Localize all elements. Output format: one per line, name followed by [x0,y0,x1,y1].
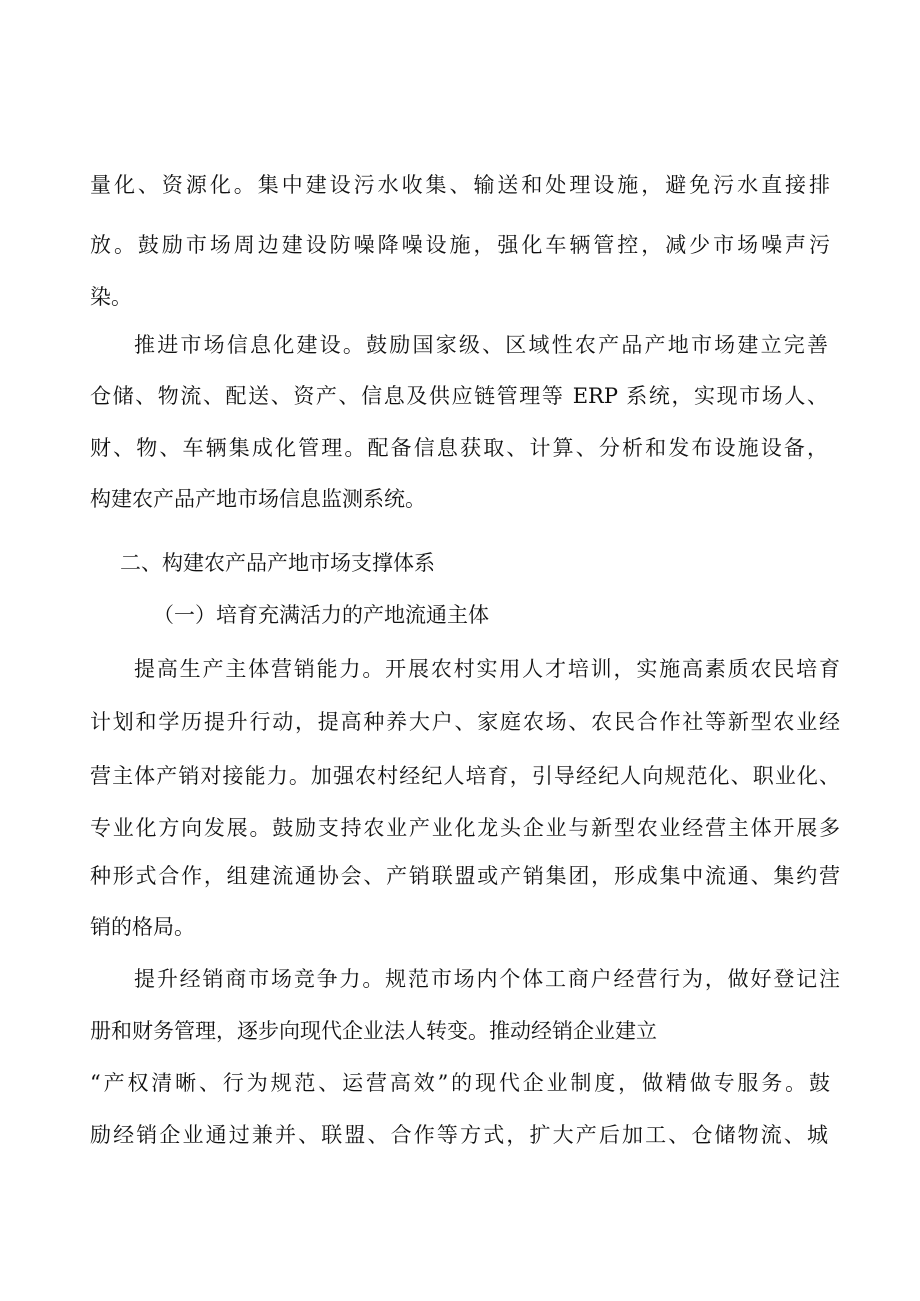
paragraph-line: 仓储、物流、配送、资产、信息及供应链管理等 ERP 系统，实现市场人、 [90,384,828,408]
paragraph-line: 提升经销商市场竞争力。规范市场内个体工商户经营行为，做好登记注 [134,967,840,991]
paragraph-line: 提高生产主体营销能力。开展农村实用人才培训，实施高素质农民培育 [134,657,840,681]
paragraph-line: “产权清晰、行为规范、运营高效”的现代企业制度，做精做专服务。鼓 [90,1071,830,1095]
paragraph-line: 营主体产销对接能力。加强农村经纪人培育，引导经纪人向规范化、职业化、 [90,764,840,788]
paragraph-line: 放。鼓励市场周边建设防噪降噪设施，强化车辆管控，减少市场噪声污 [90,233,830,257]
paragraph-line: 财、物、车辆集成化管理。配备信息获取、计算、分析和发布设施设备， [90,436,828,460]
paragraph-line: 染。 [90,285,132,309]
paragraph-line: 种形式合作，组建流通协会、产销联盟或产销集团，形成集中流通、集约营 [90,864,840,888]
paragraph-line: 计划和学历提升行动，提高种养大户、家庭农场、农民合作社等新型农业经 [90,710,840,734]
paragraph-line: 推进市场信息化建设。鼓励国家级、区域性农产品产地市场建立完善 [134,333,828,357]
paragraph-line: 量化、资源化。集中建设污水收集、输送和处理设施，避免污水直接排 [90,173,830,197]
paragraph-line: 励经销企业通过兼并、联盟、合作等方式，扩大产后加工、仓储物流、城 [90,1123,828,1147]
paragraph-line: 构建农产品产地市场信息监测系统。 [90,487,426,511]
paragraph-line: 专业化方向发展。鼓励支持农业产业化龙头企业与新型农业经营主体开展多 [90,816,840,840]
section-heading: 二、构建农产品产地市场支撑体系 [120,551,435,575]
paragraph-line: 册和财务管理，逐步向现代企业法人转变。推动经销企业建立 [90,1019,657,1043]
paragraph-line: 销的格局。 [90,915,195,939]
subsection-heading: （一）培育充满活力的产地流通主体 [153,603,489,627]
